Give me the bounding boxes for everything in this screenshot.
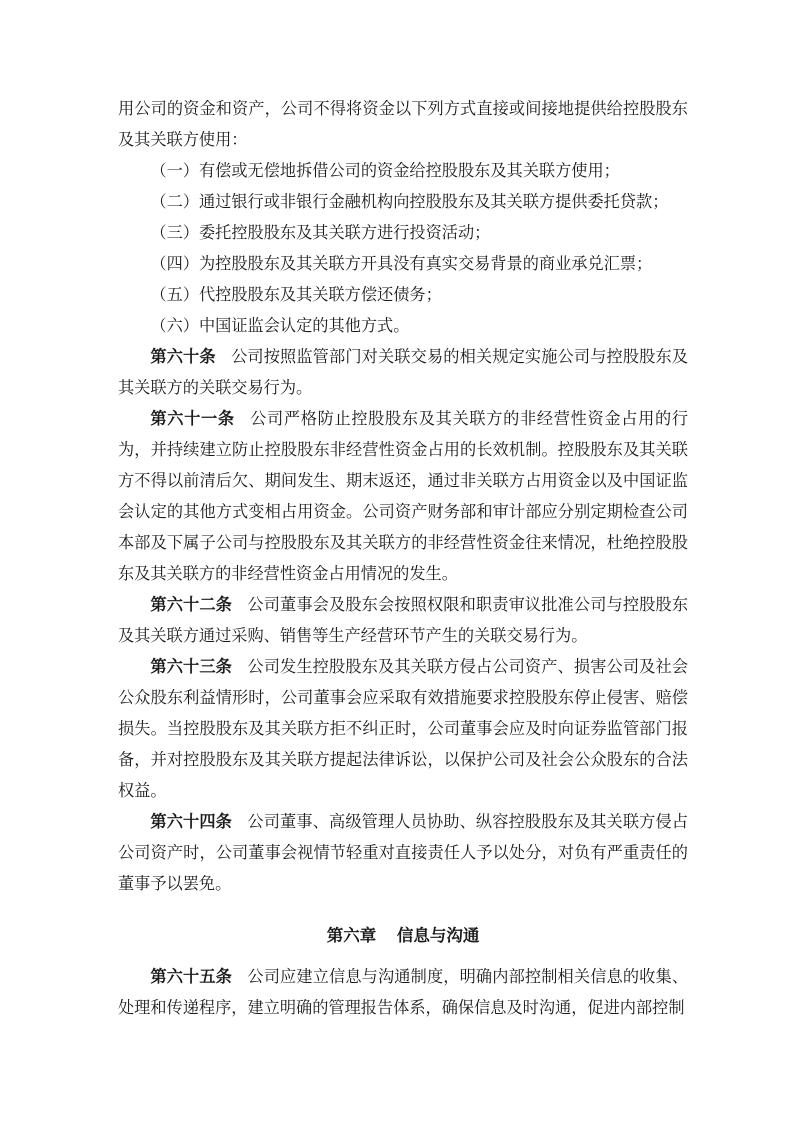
article-text: 公司严格防止控股股东及其关联方的非经营性资金占用的行为，并持续建立防止控股股东非经营性资金占用的长效机制。控股股东及其关联方不得以前清后欠、期间发生、期末返还，通过非关联方占用资金以及中国证监会认定的其他方式变相占用资金。公司资产财务部和审计部应分别定期检查公司本部及下属子公司与控股股东及其关联方的非经营性资金往来情况，杜绝控股股东及其关联方的非经营性资金占用情况的发生。 [118, 410, 689, 583]
chapter-number: 第六章 [326, 926, 377, 945]
article-number: 第六十三条 [150, 658, 233, 676]
list-item-5 [118, 280, 688, 311]
list-item-text: （五）代控股股东及其关联方偿还债务； [150, 286, 442, 304]
chapter-title: 信息与沟通 [396, 926, 480, 945]
article-text: 公司董事、高级管理人员协助、纵容控股股东及其关联方侵占公司资产时，公司董事会视情节轻重对直接责任人予以处分，对负有严重责任的董事予以罢免。 [118, 813, 689, 893]
article-number: 第六十二条 [150, 596, 233, 614]
article-62 [118, 590, 688, 652]
list-item-text: （一）有偿或无偿地拆借公司的资金给控股股东及其关联方使用； [150, 162, 620, 180]
list-item-6 [118, 311, 688, 342]
article-60 [118, 342, 688, 404]
article-text: 公司发生控股股东及其关联方侵占公司资产、损害公司及社会公众股东利益情形时，公司董事会应采取有效措施要求控股股东停止侵害、赔偿损失。当控股股东及其关联方拒不纠正时，公司董事会应及时向证券监管部门报备，并对控股股东及其关联方提起法律诉讼，以保护公司及社会公众股东的合法权益。 [118, 658, 689, 800]
article-63 [118, 652, 688, 807]
list-item-4 [118, 249, 688, 280]
article-61 [118, 404, 688, 590]
article-65 [118, 962, 688, 1024]
article-text: 公司应建立信息与沟通制度，明确内部控制相关信息的收集、处理和传递程序，建立明确的管理报告体系，确保信息及时沟通，促进内部控制 [118, 968, 689, 1017]
continuation-paragraph [118, 94, 688, 156]
list-item-text: （六）中国证监会认定的其他方式。 [150, 317, 410, 335]
article-number: 第六十一条 [150, 410, 235, 428]
list-item-text: （三）委托控股股东及其关联方进行投资活动； [150, 224, 491, 242]
chapter-heading [118, 920, 688, 951]
paragraph-text: 用公司的资金和资产，公司不得将资金以下列方式直接或间接地提供给控股股东及其关联方使用： [118, 100, 688, 149]
list-item-3 [118, 218, 688, 249]
list-item-text: （四）为控股股东及其关联方开具没有真实交易背景的商业承兑汇票； [150, 255, 653, 273]
article-text: 公司按照监管部门对关联交易的相关规定实施公司与控股股东及其关联方的关联交易行为。 [118, 348, 688, 397]
list-item-2 [118, 187, 688, 218]
article-number: 第六十条 [150, 348, 216, 366]
article-text: 公司董事会及股东会按照权限和职责审议批准公司与控股股东及其关联方通过采购、销售等生产经营环节产生的关联交易行为。 [118, 596, 689, 645]
article-number: 第六十五条 [150, 968, 233, 986]
article-number: 第六十四条 [150, 813, 233, 831]
list-item-1 [118, 156, 688, 187]
article-64 [118, 807, 688, 900]
list-item-text: （二）通过银行或非银行金融机构向控股股东及其关联方提供委托贷款； [150, 193, 669, 211]
